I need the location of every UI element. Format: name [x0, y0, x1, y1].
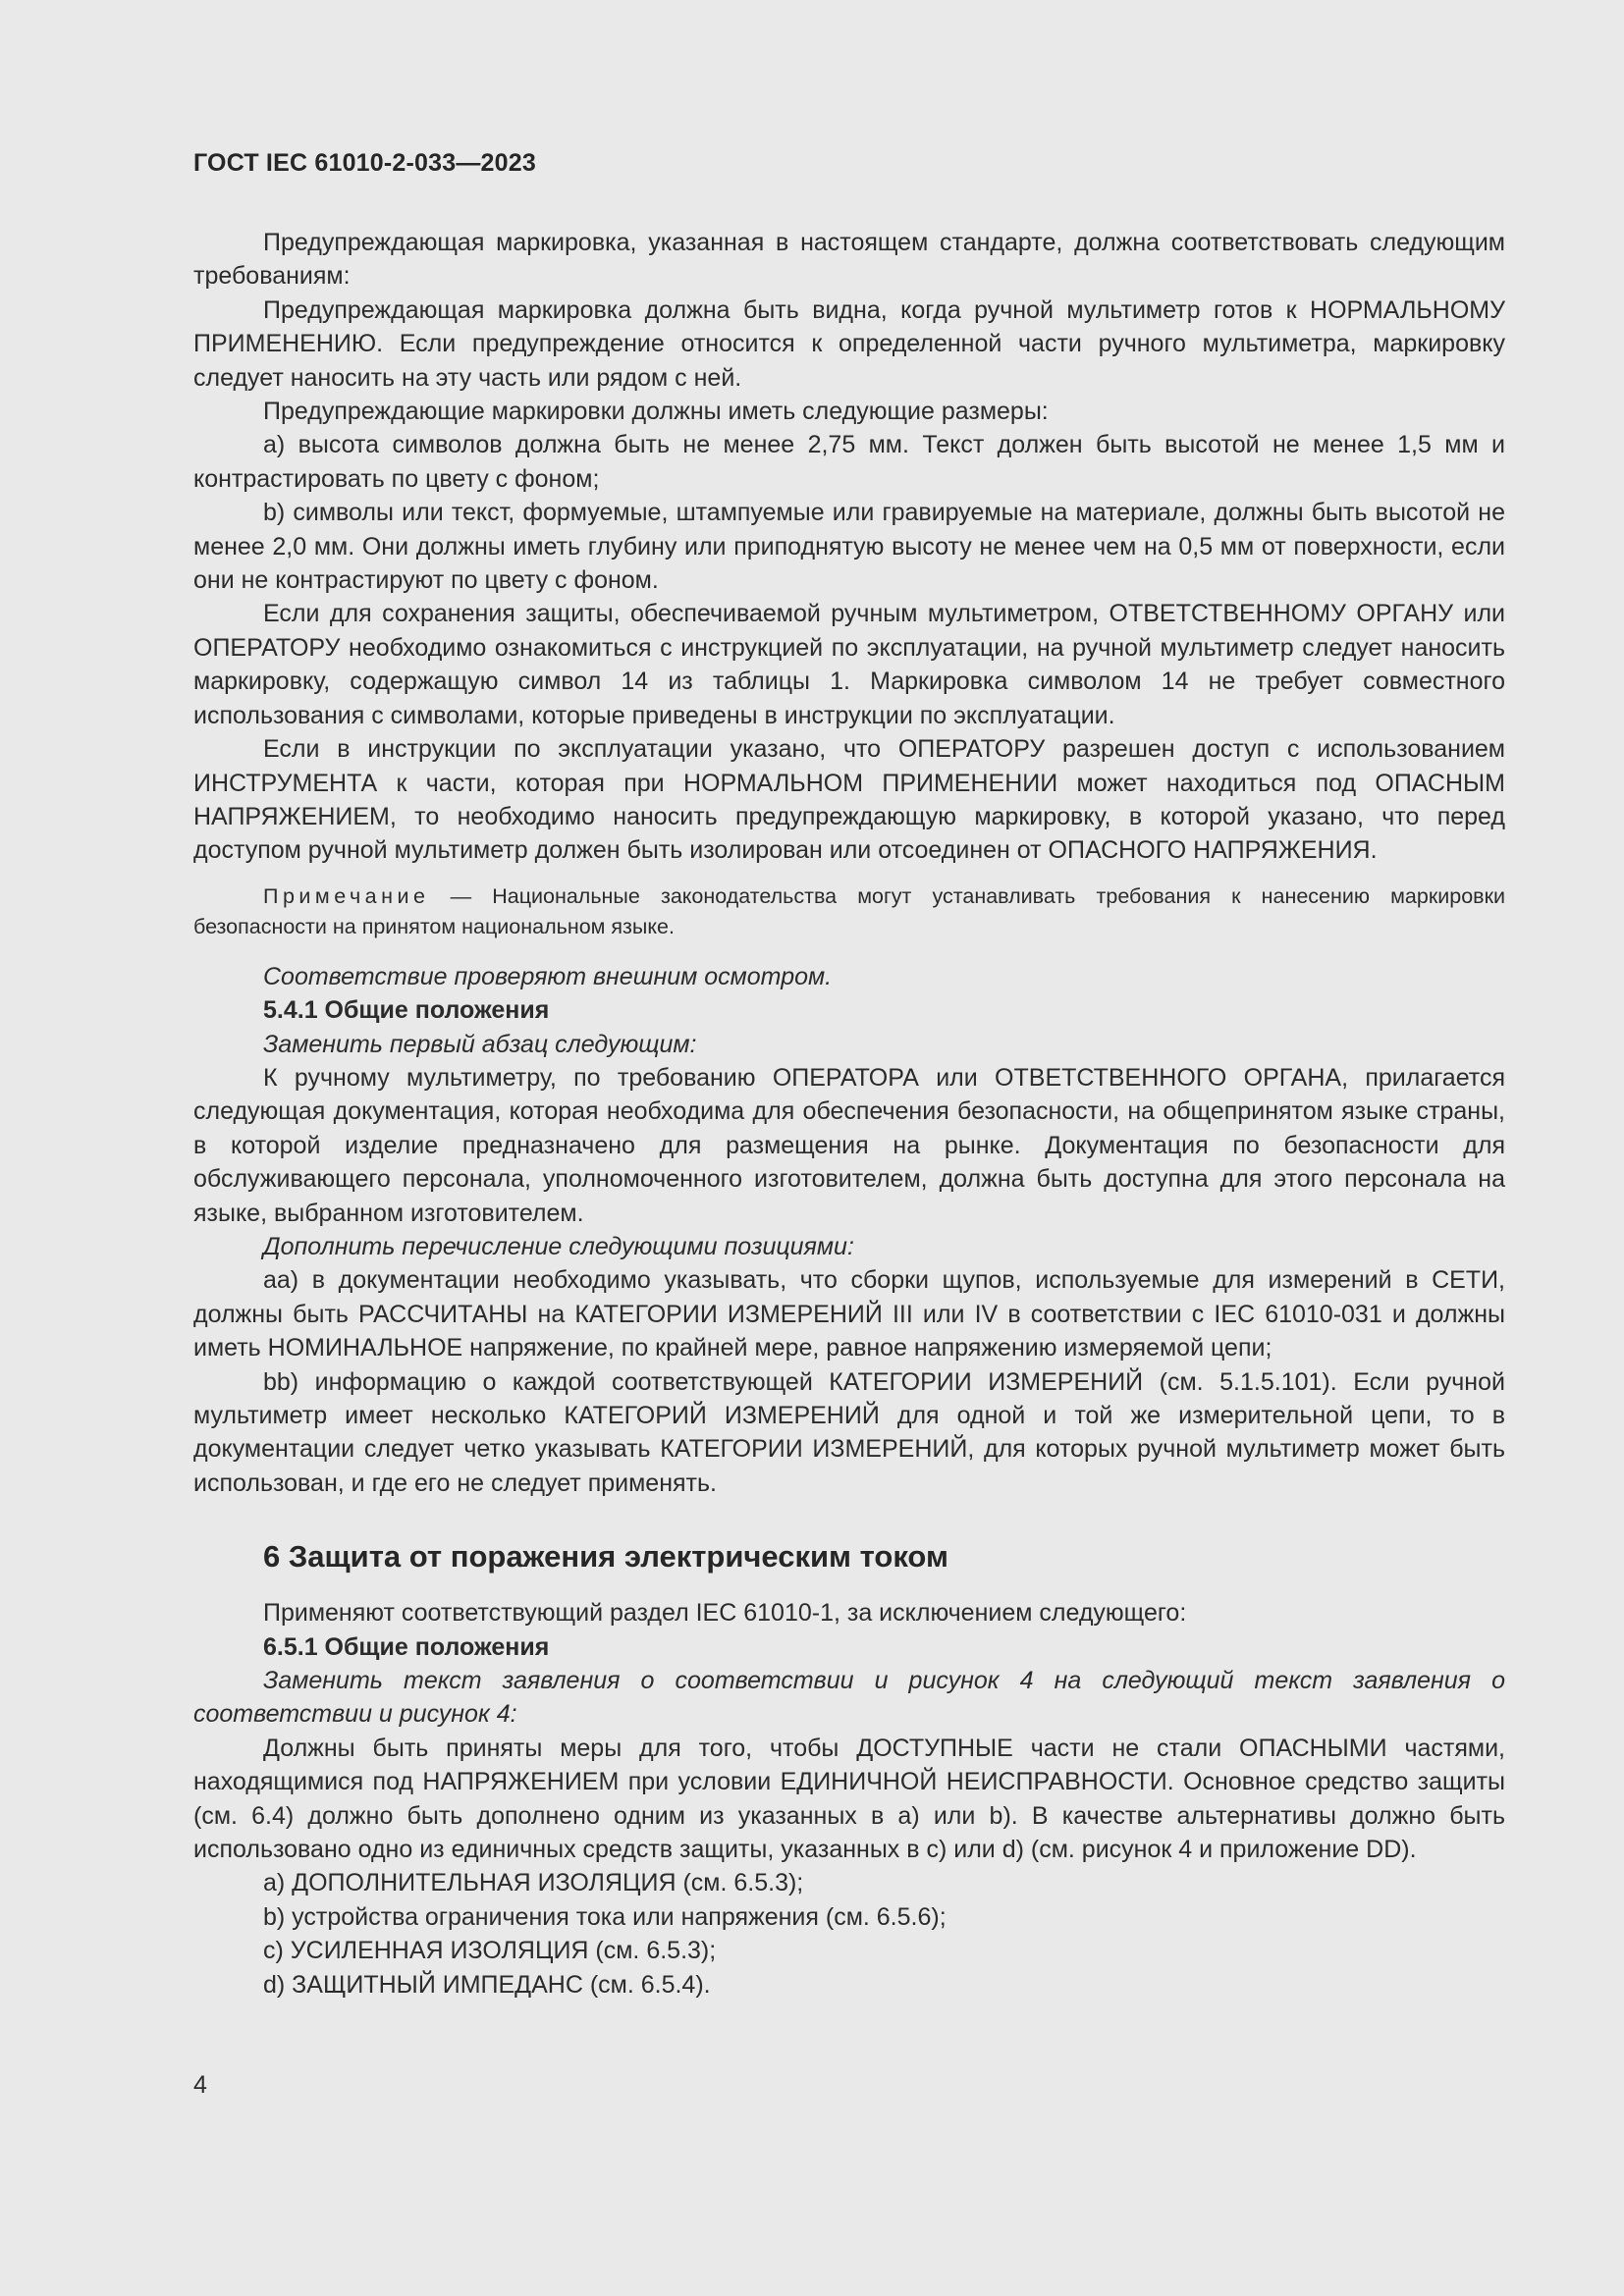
list-item-bb: bb) информацию о каждой соответствующей КАТЕГОРИИ ИЗМЕРЕНИЙ (см. 5.1.5.101). Если ручной мультиметр имеет несколько КАТЕГОРИЙ ИЗМЕРЕНИЙ для одной и той же измерительной цепи, то в документации следует четко указывать КАТЕГОРИИ ИЗМЕРЕНИЙ, для которых ручной мультиметр может быть использован, и где его не следует применять.: [193, 1367, 1505, 1497]
list-item-b: b) символы или текст, формуемые, штампуемые или гравируемые на материале, должны быть высотой не менее 2,0 мм. Они должны иметь глубину или приподнятую высоту не менее чем на 0,5 мм от поверхности, если они не контрастируют по цвету с фоном.: [193, 499, 1505, 595]
note-label: Примечание: [263, 883, 430, 908]
list-item: b) устройства ограничения тока или напряжения (см. 6.5.6);: [263, 1902, 947, 1931]
paragraph: Должны быть приняты меры для того, чтобы ДОСТУПНЫЕ части не стали ОПАСНЫМИ частями, находящимися под НАПРЯЖЕНИЕМ при условии ЕДИНИЧНОЙ НЕИСПРАВНОСТИ. Основное средство защиты (см. 6.4) должно быть дополнено одним из указанных в a) или b). В качестве альтернативы должно быть использовано одно из единичных средств защиты, указанных в c) или d) (см. рисунок 4 и приложение DD).: [193, 1734, 1505, 1864]
section-heading-6: 6 Защита от поражения электрическим током: [263, 1539, 948, 1575]
list-item-a: a) высота символов должна быть не менее 2,75 мм. Текст должен быть высотой не менее 1,5 мм и контрастировать по цвету с фоном;: [193, 431, 1505, 493]
paragraph: Предупреждающая маркировка должна быть видна, когда ручной мультиметр готов к НОРМАЛЬНОМУ ПРИМЕНЕНИЮ. Если предупреждение относится к определенной части ручного мультиметра, маркировку следует наносить на эту часть или рядом с ней.: [193, 295, 1505, 392]
list-item: d) ЗАЩИТНЫЙ ИМПЕДАНС (см. 6.5.4).: [263, 1970, 711, 1999]
list-item: a) ДОПОЛНИТЕЛЬНАЯ ИЗОЛЯЦИЯ (см. 6.5.3);: [263, 1869, 804, 1897]
paragraph: Предупреждающая маркировка, указанная в настоящем стандарте, должна соответствовать следующим требованиям:: [193, 229, 1505, 291]
list-item: c) УСИЛЕННАЯ ИЗОЛЯЦИЯ (см. 6.5.3);: [263, 1937, 717, 1965]
list-item-aa: aa) в документации необходимо указывать, что сборки щупов, используемые для измерений в СЕТИ, должны быть РАССЧИТАНЫ на КАТЕГОРИИ ИЗМЕРЕНИЙ III или IV в соответствии с IEC 61010-031 и должны иметь НОМИНАЛЬНОЕ напряжение, по крайней мере, равное напряжению измеряемой цепи;: [193, 1266, 1505, 1362]
note: [193, 881, 1505, 942]
page-content: [193, 226, 1505, 2002]
amendment-instruction: Дополнить перечисление следующими позициями:: [263, 1232, 854, 1260]
clause-heading-6-5-1: 6.5.1 Общие положения: [263, 1632, 550, 1661]
paragraph: Если для сохранения защиты, обеспечиваемой ручным мультиметром, ОТВЕТСТВЕННОМУ ОРГАНУ или ОПЕРАТОРУ необходимо ознакомиться с инструкцией по эксплуатации, на ручной мультиметр следует наносить маркировку, содержащую символ 14 из таблицы 1. Маркировка символом 14 не требует совместного использования с символами, которые приведены в инструкции по эксплуатации.: [193, 600, 1505, 729]
page-number: 4: [193, 2071, 207, 2099]
paragraph: Предупреждающие маркировки должны иметь следующие размеры:: [263, 398, 1049, 426]
paragraph: Применяют соответствующий раздел IEC 61010-1, за исключением следующего:: [263, 1599, 1187, 1628]
paragraph: К ручному мультиметру, по требованию ОПЕРАТОРА или ОТВЕТСТВЕННОГО ОРГАНА, прилагается следующая документация, которая необходима для обеспечения безопасности, на общепринятом языке страны, в которой изделие предназначено для размещения на рынке. Документация по безопасности для обслуживающего персонала, уполномоченного изготовителем, должна быть доступна для этого персонала на языке, выбранном изготовителем.: [193, 1063, 1505, 1227]
paragraph: Если в инструкции по эксплуатации указано, что ОПЕРАТОРУ разрешен доступ с использованием ИНСТРУМЕНТА к части, которая при НОРМАЛЬНОМ ПРИМЕНЕНИИ может находиться под ОПАСНЫМ НАПРЯЖЕНИЕМ, то необходимо наносить предупреждающую маркировку, в которой указано, что перед доступом ручной мультиметр должен быть изолирован или отсоединен от ОПАСНОГО НАПРЯЖЕНИЯ.: [193, 735, 1505, 865]
note-text: — Национальные законодательства могут устанавливать требования к нанесению маркировки безопасности на принятом национальном языке.: [193, 883, 1505, 938]
compliance-statement: Соответствие проверяют внешним осмотром.: [263, 962, 833, 990]
amendment-instruction: Заменить текст заявления о соответствии и рисунок 4 на следующий текст заявления о соответствии и рисунок 4:: [193, 1667, 1505, 1729]
document-header: ГОСТ IEC 61010-2-033—2023: [193, 149, 536, 177]
amendment-instruction: Заменить первый абзац следующим:: [263, 1030, 697, 1058]
clause-heading-5-4-1: 5.4.1 Общие положения: [263, 996, 550, 1025]
